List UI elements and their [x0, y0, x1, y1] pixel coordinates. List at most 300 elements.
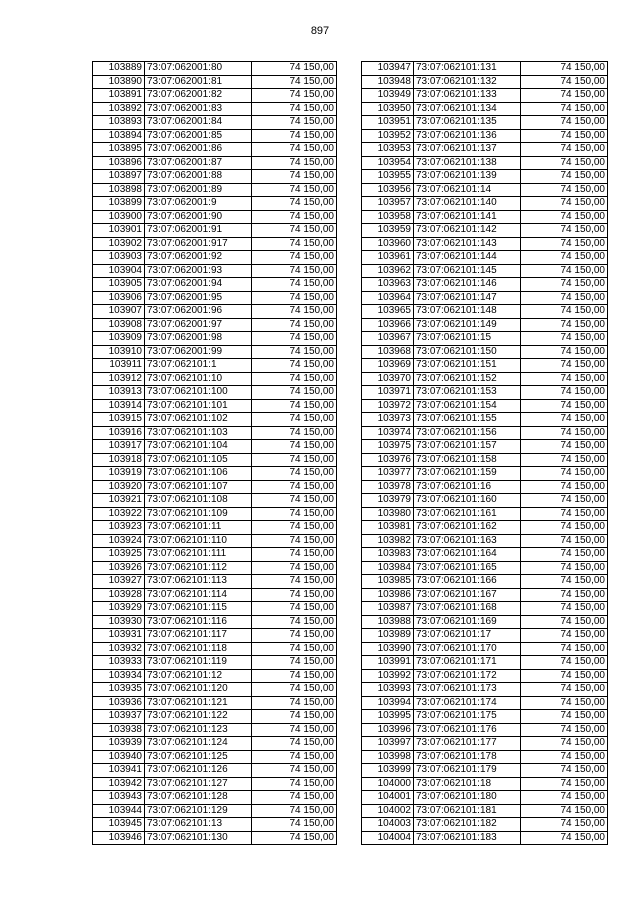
- amount-cell: 74 150,00: [521, 89, 608, 103]
- amount-cell: 74 150,00: [252, 818, 337, 832]
- row-number-cell: 103975: [362, 440, 414, 454]
- table-row: [362, 170, 608, 184]
- table-row: [93, 116, 337, 130]
- table-row: [362, 264, 608, 278]
- cadastral-number-cell: 73:07:062101:128: [145, 791, 252, 805]
- amount-cell: 74 150,00: [521, 183, 608, 197]
- table-row: [362, 278, 608, 292]
- amount-cell: 74 150,00: [521, 764, 608, 778]
- amount-cell: 74 150,00: [521, 210, 608, 224]
- amount-cell: 74 150,00: [521, 602, 608, 616]
- amount-cell: 74 150,00: [252, 75, 337, 89]
- cadastral-number-cell: 73:07:062101:150: [414, 345, 521, 359]
- table-row: [362, 318, 608, 332]
- table-row: [93, 210, 337, 224]
- table-row: [362, 696, 608, 710]
- amount-cell: 74 150,00: [521, 62, 608, 76]
- table-row: [93, 318, 337, 332]
- amount-cell: 74 150,00: [252, 197, 337, 211]
- row-number-cell: 103894: [93, 129, 145, 143]
- table-row: [93, 615, 337, 629]
- table-row: [362, 413, 608, 427]
- table-row: [362, 750, 608, 764]
- cadastral-number-cell: 73:07:062001:83: [145, 102, 252, 116]
- amount-cell: 74 150,00: [521, 750, 608, 764]
- table-row: [362, 62, 608, 76]
- cadastral-number-cell: 73:07:062001:80: [145, 62, 252, 76]
- row-number-cell: 103938: [93, 723, 145, 737]
- amount-cell: 74 150,00: [521, 386, 608, 400]
- cadastral-number-cell: 73:07:062101:138: [414, 156, 521, 170]
- cadastral-number-cell: 73:07:062101:120: [145, 683, 252, 697]
- row-number-cell: 103990: [362, 642, 414, 656]
- cadastral-number-cell: 73:07:062101:162: [414, 521, 521, 535]
- row-number-cell: 103906: [93, 291, 145, 305]
- row-number-cell: 103988: [362, 615, 414, 629]
- cadastral-number-cell: 73:07:062101:180: [414, 791, 521, 805]
- amount-cell: 74 150,00: [252, 575, 337, 589]
- row-number-cell: 103897: [93, 170, 145, 184]
- cadastral-number-cell: 73:07:062101:142: [414, 224, 521, 238]
- amount-cell: 74 150,00: [252, 480, 337, 494]
- table-row: [362, 156, 608, 170]
- cadastral-number-cell: 73:07:062101:172: [414, 669, 521, 683]
- table-row: [93, 548, 337, 562]
- table-row: [93, 413, 337, 427]
- row-number-cell: 103984: [362, 561, 414, 575]
- cadastral-number-cell: 73:07:062101:165: [414, 561, 521, 575]
- row-number-cell: 103900: [93, 210, 145, 224]
- amount-cell: 74 150,00: [521, 359, 608, 373]
- amount-cell: 74 150,00: [252, 413, 337, 427]
- row-number-cell: 103963: [362, 278, 414, 292]
- row-number-cell: 103944: [93, 804, 145, 818]
- amount-cell: 74 150,00: [521, 197, 608, 211]
- amount-cell: 74 150,00: [252, 710, 337, 724]
- row-number-cell: 103917: [93, 440, 145, 454]
- amount-cell: 74 150,00: [252, 507, 337, 521]
- table-row: [362, 804, 608, 818]
- cadastral-number-cell: 73:07:062101:151: [414, 359, 521, 373]
- amount-cell: 74 150,00: [252, 305, 337, 319]
- table-row: [93, 629, 337, 643]
- amount-cell: 74 150,00: [252, 291, 337, 305]
- row-number-cell: 103892: [93, 102, 145, 116]
- table-row: [362, 116, 608, 130]
- amount-cell: 74 150,00: [252, 750, 337, 764]
- table-row: [93, 521, 337, 535]
- table-row: [362, 602, 608, 616]
- cadastral-number-cell: 73:07:062101:117: [145, 629, 252, 643]
- amount-cell: 74 150,00: [252, 143, 337, 157]
- cadastral-number-cell: 73:07:062101:182: [414, 818, 521, 832]
- cadastral-number-cell: 73:07:062101:149: [414, 318, 521, 332]
- cadastral-number-cell: 73:07:062101:12: [145, 669, 252, 683]
- amount-cell: 74 150,00: [521, 575, 608, 589]
- amount-cell: 74 150,00: [252, 183, 337, 197]
- table-row: [93, 723, 337, 737]
- cadastral-number-cell: 73:07:062101:103: [145, 426, 252, 440]
- amount-cell: 74 150,00: [521, 737, 608, 751]
- table-row: [362, 224, 608, 238]
- cadastral-number-cell: 73:07:062001:88: [145, 170, 252, 184]
- amount-cell: 74 150,00: [521, 143, 608, 157]
- amount-cell: 74 150,00: [252, 345, 337, 359]
- row-number-cell: 103966: [362, 318, 414, 332]
- cadastral-number-cell: 73:07:062101:174: [414, 696, 521, 710]
- table-row: [362, 197, 608, 211]
- row-number-cell: 103965: [362, 305, 414, 319]
- table-row: [93, 156, 337, 170]
- row-number-cell: 103898: [93, 183, 145, 197]
- table-row: [362, 723, 608, 737]
- cadastral-number-cell: 73:07:062001:87: [145, 156, 252, 170]
- row-number-cell: 103998: [362, 750, 414, 764]
- amount-cell: 74 150,00: [252, 264, 337, 278]
- cadastral-number-cell: 73:07:062101:183: [414, 831, 521, 845]
- row-number-cell: 103902: [93, 237, 145, 251]
- table-row: [362, 386, 608, 400]
- cadastral-number-cell: 73:07:062001:917: [145, 237, 252, 251]
- cadastral-number-cell: 73:07:062101:168: [414, 602, 521, 616]
- cadastral-number-cell: 73:07:062101:143: [414, 237, 521, 251]
- row-number-cell: 103943: [93, 791, 145, 805]
- cadastral-number-cell: 73:07:062101:134: [414, 102, 521, 116]
- cadastral-number-cell: 73:07:062101:122: [145, 710, 252, 724]
- cadastral-number-cell: 73:07:062101:160: [414, 494, 521, 508]
- table-row: [93, 345, 337, 359]
- table-row: [93, 507, 337, 521]
- row-number-cell: 103918: [93, 453, 145, 467]
- row-number-cell: 103924: [93, 534, 145, 548]
- amount-cell: 74 150,00: [252, 723, 337, 737]
- amount-cell: 74 150,00: [521, 656, 608, 670]
- cadastral-number-cell: 73:07:062101:154: [414, 399, 521, 413]
- amount-cell: 74 150,00: [252, 359, 337, 373]
- row-number-cell: 103962: [362, 264, 414, 278]
- table-row: [93, 143, 337, 157]
- amount-cell: 74 150,00: [252, 129, 337, 143]
- cadastral-number-cell: 73:07:062101:136: [414, 129, 521, 143]
- row-number-cell: 103997: [362, 737, 414, 751]
- row-number-cell: 103953: [362, 143, 414, 157]
- table-row: [362, 629, 608, 643]
- row-number-cell: 103931: [93, 629, 145, 643]
- row-number-cell: 103935: [93, 683, 145, 697]
- row-number-cell: 103914: [93, 399, 145, 413]
- amount-cell: 74 150,00: [521, 75, 608, 89]
- amount-cell: 74 150,00: [521, 264, 608, 278]
- row-number-cell: 103937: [93, 710, 145, 724]
- amount-cell: 74 150,00: [252, 534, 337, 548]
- row-number-cell: 103985: [362, 575, 414, 589]
- amount-cell: 74 150,00: [521, 426, 608, 440]
- row-number-cell: 103911: [93, 359, 145, 373]
- table-row: [362, 588, 608, 602]
- row-number-cell: 103907: [93, 305, 145, 319]
- table-row: [362, 440, 608, 454]
- cadastral-number-cell: 73:07:062101:170: [414, 642, 521, 656]
- cadastral-number-cell: 73:07:062101:112: [145, 561, 252, 575]
- amount-cell: 74 150,00: [521, 440, 608, 454]
- amount-cell: 74 150,00: [252, 494, 337, 508]
- cadastral-number-cell: 73:07:062001:99: [145, 345, 252, 359]
- registry-table-left: [92, 61, 337, 845]
- cadastral-number-cell: 73:07:062001:86: [145, 143, 252, 157]
- row-number-cell: 103903: [93, 251, 145, 265]
- amount-cell: 74 150,00: [521, 170, 608, 184]
- table-row: [93, 453, 337, 467]
- cadastral-number-cell: 73:07:062101:153: [414, 386, 521, 400]
- cadastral-number-cell: 73:07:062101:145: [414, 264, 521, 278]
- row-number-cell: 103983: [362, 548, 414, 562]
- row-number-cell: 103922: [93, 507, 145, 521]
- row-number-cell: 103942: [93, 777, 145, 791]
- amount-cell: 74 150,00: [521, 507, 608, 521]
- row-number-cell: 103920: [93, 480, 145, 494]
- row-number-cell: 103895: [93, 143, 145, 157]
- amount-cell: 74 150,00: [252, 278, 337, 292]
- row-number-cell: 103913: [93, 386, 145, 400]
- amount-cell: 74 150,00: [252, 737, 337, 751]
- cadastral-number-cell: 73:07:062101:177: [414, 737, 521, 751]
- amount-cell: 74 150,00: [252, 804, 337, 818]
- cadastral-number-cell: 73:07:062101:152: [414, 372, 521, 386]
- row-number-cell: 103940: [93, 750, 145, 764]
- cadastral-number-cell: 73:07:062001:93: [145, 264, 252, 278]
- table-row: [362, 683, 608, 697]
- row-number-cell: 103969: [362, 359, 414, 373]
- amount-cell: 74 150,00: [252, 332, 337, 346]
- amount-cell: 74 150,00: [521, 372, 608, 386]
- table-row: [93, 791, 337, 805]
- amount-cell: 74 150,00: [252, 116, 337, 130]
- amount-cell: 74 150,00: [252, 561, 337, 575]
- row-number-cell: 103967: [362, 332, 414, 346]
- amount-cell: 74 150,00: [252, 777, 337, 791]
- row-number-cell: 103986: [362, 588, 414, 602]
- amount-cell: 74 150,00: [252, 170, 337, 184]
- amount-cell: 74 150,00: [521, 696, 608, 710]
- table-row: [93, 426, 337, 440]
- table-row: [362, 656, 608, 670]
- cadastral-number-cell: 73:07:062101:11: [145, 521, 252, 535]
- table-row: [93, 75, 337, 89]
- amount-cell: 74 150,00: [521, 237, 608, 251]
- table-row: [362, 332, 608, 346]
- amount-cell: 74 150,00: [521, 102, 608, 116]
- amount-cell: 74 150,00: [252, 521, 337, 535]
- cadastral-number-cell: 73:07:062101:161: [414, 507, 521, 521]
- table-row: [362, 399, 608, 413]
- row-number-cell: 104003: [362, 818, 414, 832]
- row-number-cell: 103905: [93, 278, 145, 292]
- table-row: [362, 521, 608, 535]
- row-number-cell: 103970: [362, 372, 414, 386]
- table-row: [93, 467, 337, 481]
- cadastral-number-cell: 73:07:062101:107: [145, 480, 252, 494]
- row-number-cell: 103979: [362, 494, 414, 508]
- amount-cell: 74 150,00: [252, 548, 337, 562]
- amount-cell: 74 150,00: [252, 669, 337, 683]
- cadastral-number-cell: 73:07:062101:18: [414, 777, 521, 791]
- cadastral-number-cell: 73:07:062101:173: [414, 683, 521, 697]
- row-number-cell: 103960: [362, 237, 414, 251]
- amount-cell: 74 150,00: [521, 494, 608, 508]
- amount-cell: 74 150,00: [252, 89, 337, 103]
- row-number-cell: 103958: [362, 210, 414, 224]
- cadastral-number-cell: 73:07:062101:109: [145, 507, 252, 521]
- table-row: [93, 804, 337, 818]
- cadastral-number-cell: 73:07:062001:96: [145, 305, 252, 319]
- row-number-cell: 103973: [362, 413, 414, 427]
- table-row: [93, 372, 337, 386]
- row-number-cell: 103952: [362, 129, 414, 143]
- amount-cell: 74 150,00: [252, 426, 337, 440]
- row-number-cell: 103971: [362, 386, 414, 400]
- page-number: 897: [310, 25, 330, 37]
- row-number-cell: 103896: [93, 156, 145, 170]
- table-row: [362, 615, 608, 629]
- table-row: [362, 75, 608, 89]
- amount-cell: 74 150,00: [252, 588, 337, 602]
- table-row: [93, 197, 337, 211]
- table-row: [362, 548, 608, 562]
- cadastral-number-cell: 73:07:062001:84: [145, 116, 252, 130]
- amount-cell: 74 150,00: [521, 156, 608, 170]
- table-row: [362, 575, 608, 589]
- cadastral-number-cell: 73:07:062001:95: [145, 291, 252, 305]
- amount-cell: 74 150,00: [521, 278, 608, 292]
- amount-cell: 74 150,00: [521, 710, 608, 724]
- cadastral-number-cell: 73:07:062101:133: [414, 89, 521, 103]
- cadastral-number-cell: 73:07:062001:9: [145, 197, 252, 211]
- row-number-cell: 104004: [362, 831, 414, 845]
- cadastral-number-cell: 73:07:062101:156: [414, 426, 521, 440]
- amount-cell: 74 150,00: [252, 791, 337, 805]
- cadastral-number-cell: 73:07:062101:130: [145, 831, 252, 845]
- row-number-cell: 103912: [93, 372, 145, 386]
- table-row: [93, 291, 337, 305]
- table-row: [362, 777, 608, 791]
- table-row: [93, 170, 337, 184]
- row-number-cell: 103995: [362, 710, 414, 724]
- table-row: [93, 305, 337, 319]
- cadastral-number-cell: 73:07:062101:157: [414, 440, 521, 454]
- table-row: [93, 602, 337, 616]
- amount-cell: 74 150,00: [521, 831, 608, 845]
- table-row: [93, 332, 337, 346]
- row-number-cell: 103904: [93, 264, 145, 278]
- cadastral-number-cell: 73:07:062101:178: [414, 750, 521, 764]
- row-number-cell: 103927: [93, 575, 145, 589]
- row-number-cell: 103954: [362, 156, 414, 170]
- table-row: [93, 386, 337, 400]
- cadastral-number-cell: 73:07:062101:111: [145, 548, 252, 562]
- table-row: [362, 480, 608, 494]
- row-number-cell: 104000: [362, 777, 414, 791]
- amount-cell: 74 150,00: [521, 723, 608, 737]
- table-row: [93, 777, 337, 791]
- amount-cell: 74 150,00: [521, 467, 608, 481]
- amount-cell: 74 150,00: [252, 210, 337, 224]
- amount-cell: 74 150,00: [521, 561, 608, 575]
- cadastral-number-cell: 73:07:062101:158: [414, 453, 521, 467]
- table-row: [93, 102, 337, 116]
- amount-cell: 74 150,00: [252, 237, 337, 251]
- amount-cell: 74 150,00: [252, 602, 337, 616]
- row-number-cell: 103972: [362, 399, 414, 413]
- row-number-cell: 103929: [93, 602, 145, 616]
- amount-cell: 74 150,00: [252, 831, 337, 845]
- table-row: [93, 656, 337, 670]
- amount-cell: 74 150,00: [252, 372, 337, 386]
- table-row: [93, 251, 337, 265]
- amount-cell: 74 150,00: [521, 777, 608, 791]
- row-number-cell: 103989: [362, 629, 414, 643]
- row-number-cell: 103916: [93, 426, 145, 440]
- row-number-cell: 104001: [362, 791, 414, 805]
- cadastral-number-cell: 73:07:062101:126: [145, 764, 252, 778]
- row-number-cell: 103928: [93, 588, 145, 602]
- table-row: [93, 764, 337, 778]
- table-row: [93, 737, 337, 751]
- row-number-cell: 103964: [362, 291, 414, 305]
- cadastral-number-cell: 73:07:062101:115: [145, 602, 252, 616]
- cadastral-number-cell: 73:07:062101:116: [145, 615, 252, 629]
- cadastral-number-cell: 73:07:062101:171: [414, 656, 521, 670]
- row-number-cell: 103959: [362, 224, 414, 238]
- amount-cell: 74 150,00: [521, 642, 608, 656]
- cadastral-number-cell: 73:07:062101:131: [414, 62, 521, 76]
- amount-cell: 74 150,00: [521, 291, 608, 305]
- row-number-cell: 104002: [362, 804, 414, 818]
- cadastral-number-cell: 73:07:062101:17: [414, 629, 521, 643]
- amount-cell: 74 150,00: [521, 534, 608, 548]
- cadastral-number-cell: 73:07:062101:127: [145, 777, 252, 791]
- table-row: [362, 467, 608, 481]
- cadastral-number-cell: 73:07:062101:114: [145, 588, 252, 602]
- table-row: [93, 129, 337, 143]
- table-row: [362, 143, 608, 157]
- table-row: [93, 224, 337, 238]
- row-number-cell: 103957: [362, 197, 414, 211]
- amount-cell: 74 150,00: [252, 764, 337, 778]
- row-number-cell: 103890: [93, 75, 145, 89]
- row-number-cell: 103948: [362, 75, 414, 89]
- table-row: [362, 129, 608, 143]
- amount-cell: 74 150,00: [521, 480, 608, 494]
- amount-cell: 74 150,00: [521, 345, 608, 359]
- table-row: [362, 669, 608, 683]
- table-row: [362, 345, 608, 359]
- table-row: [93, 62, 337, 76]
- table-row: [93, 89, 337, 103]
- cadastral-number-cell: 73:07:062101:155: [414, 413, 521, 427]
- row-number-cell: 103939: [93, 737, 145, 751]
- table-row: [362, 372, 608, 386]
- table-row: [93, 494, 337, 508]
- table-row: [93, 588, 337, 602]
- amount-cell: 74 150,00: [252, 386, 337, 400]
- amount-cell: 74 150,00: [252, 467, 337, 481]
- table-row: [362, 237, 608, 251]
- table-row: [362, 507, 608, 521]
- row-number-cell: 103921: [93, 494, 145, 508]
- table-row: [362, 305, 608, 319]
- table-row: [93, 278, 337, 292]
- cadastral-number-cell: 73:07:062101:14: [414, 183, 521, 197]
